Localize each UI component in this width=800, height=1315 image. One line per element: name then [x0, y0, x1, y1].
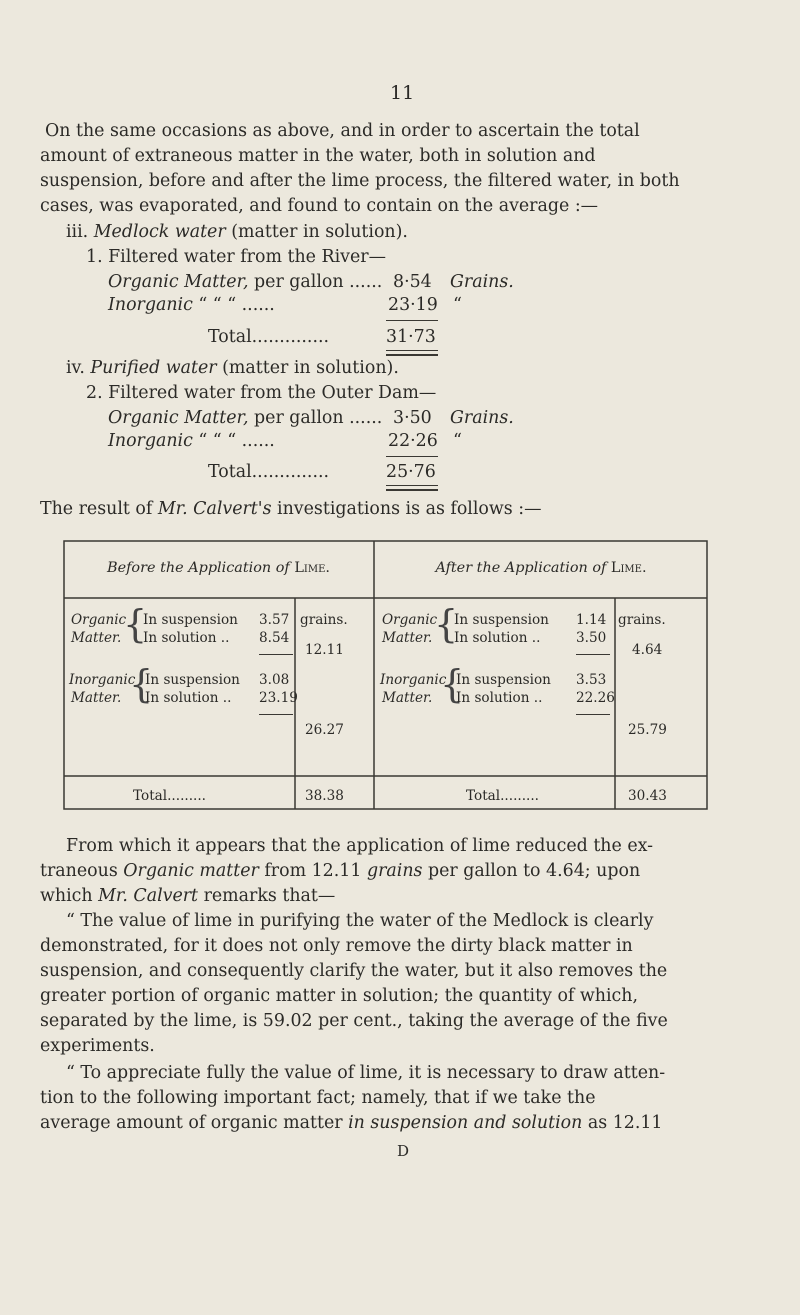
section-title: Medlock water — [93, 222, 226, 242]
section-item: 1. Filtered water from the River— — [86, 247, 386, 267]
total-label: Total.............. — [208, 327, 330, 347]
inorganic-label: Inorganic — [108, 431, 193, 451]
section-note: (matter in solution). — [222, 358, 399, 378]
total-label: Total.............. — [208, 462, 330, 482]
total-label: Total......... — [133, 788, 206, 804]
text-line: separated by the lime, is 59.02 per cent., taking the average of the five — [40, 1011, 668, 1031]
intro-line: On the same occasions as above, and in order to ascertain the total — [45, 121, 640, 141]
total-value: 25·76 — [386, 462, 436, 482]
grand-total: 30.43 — [628, 788, 667, 804]
organic-label: Organic Matter, — [108, 272, 249, 292]
total-value: 31·73 — [386, 327, 436, 347]
grand-total: 38.38 — [305, 788, 344, 804]
inorganic-total: 26.27 — [305, 722, 344, 738]
text-line: “ The value of lime in purifying the water of the Medlock is clearly — [66, 911, 654, 931]
sum-rule — [576, 654, 610, 655]
text-line: tion to the following important fact; namely, that if we take the — [40, 1088, 596, 1108]
inorganic-rest: “ “ “ ...... — [198, 295, 275, 315]
organic-label: Organic Matter, — [108, 408, 249, 428]
unit-label: Grains. — [450, 272, 514, 292]
text-line: “ To appreciate fully the value of lime, it is necessary to draw atten- — [66, 1063, 666, 1083]
text-line: which Mr. Calvert remarks that— — [40, 886, 336, 906]
inorganic-total: 25.79 — [628, 722, 667, 738]
section-numeral: iv. — [66, 358, 85, 378]
ditto-mark: “ — [453, 295, 462, 315]
text-line: experiments. — [40, 1036, 155, 1056]
organic-rest: per gallon ...... — [254, 272, 383, 292]
ditto-mark: “ — [453, 431, 462, 451]
section-item: 2. Filtered water from the Outer Dam— — [86, 383, 437, 403]
section-numeral: iii. — [66, 222, 89, 242]
sum-rule — [576, 714, 610, 715]
inorganic-value: 22·26 — [388, 431, 438, 451]
section-title: Purified water — [90, 358, 217, 378]
organic-value: 8·54 — [393, 272, 432, 292]
total-double-rule — [386, 485, 438, 491]
text-line: traneous Organic matter from 12.11 grains per gallon to 4.64; upon — [40, 861, 641, 881]
total-label: Total......... — [466, 788, 539, 804]
text-line: demonstrated, for it does not only remove the dirty black matter in — [40, 936, 633, 956]
text-line: From which it appears that the application of lime reduced the ex- — [66, 836, 653, 856]
before-header: Before the Application of Lime. — [107, 560, 330, 576]
text-line: suspension, and consequently clarify the water, but it also removes the — [40, 961, 668, 981]
brace: { — [440, 662, 465, 706]
page-number: 11 — [390, 82, 415, 104]
inorganic-value: 23·19 — [388, 295, 438, 315]
text-line: greater portion of organic matter in solution; the quantity of which, — [40, 986, 639, 1006]
total-double-rule — [386, 350, 438, 356]
sum-rule — [259, 714, 293, 715]
sum-rule — [259, 654, 293, 655]
intro-line: cases, was evaporated, and found to contain on the average :— — [40, 196, 599, 216]
organic-value: 3·50 — [393, 408, 432, 428]
brace: { — [434, 602, 459, 646]
section-note: (matter in solution). — [231, 222, 408, 242]
after-header: After the Application of Lime. — [435, 560, 647, 576]
signature-mark: D — [397, 1142, 410, 1160]
organic-total: 12.11 — [305, 642, 344, 658]
results-table — [63, 540, 708, 810]
organic-rest: per gallon ...... — [254, 408, 383, 428]
organic-total: 4.64 — [632, 642, 663, 658]
before-block: Organic Matter. { In suspension 3.57 In solution .. 8.54 Inorganic Matter. { In suspension 3.08 In solution .. 23.19 Total......... grains. 12.11 26.27 38.38 — [69, 602, 348, 804]
text-line: average amount of organic matter in suspension and solution as 12.11 — [40, 1113, 663, 1133]
result-intro: The result of Mr. Calvert's investigations is as follows :— — [40, 499, 542, 519]
after-block: Organic Matter. { In suspension 1.14 In solution .. 3.50 Inorganic Matter. { In suspension 3.53 In solution .. 22.26 Total......... grains. 4.64 25.79 30.43 — [380, 602, 667, 804]
brace: { — [129, 662, 154, 706]
intro-line: suspension, before and after the lime process, the filtered water, in both — [40, 171, 680, 191]
brace: { — [123, 602, 148, 646]
sum-rule — [386, 320, 438, 321]
inorganic-rest: “ “ “ ...... — [198, 431, 275, 451]
unit-label: grains. — [618, 612, 666, 628]
unit-label: Grains. — [450, 408, 514, 428]
sum-rule — [386, 456, 438, 457]
inorganic-label: Inorganic — [108, 295, 193, 315]
intro-line: amount of extraneous matter in the water, both in solution and — [40, 146, 596, 166]
unit-label: grains. — [300, 612, 348, 628]
